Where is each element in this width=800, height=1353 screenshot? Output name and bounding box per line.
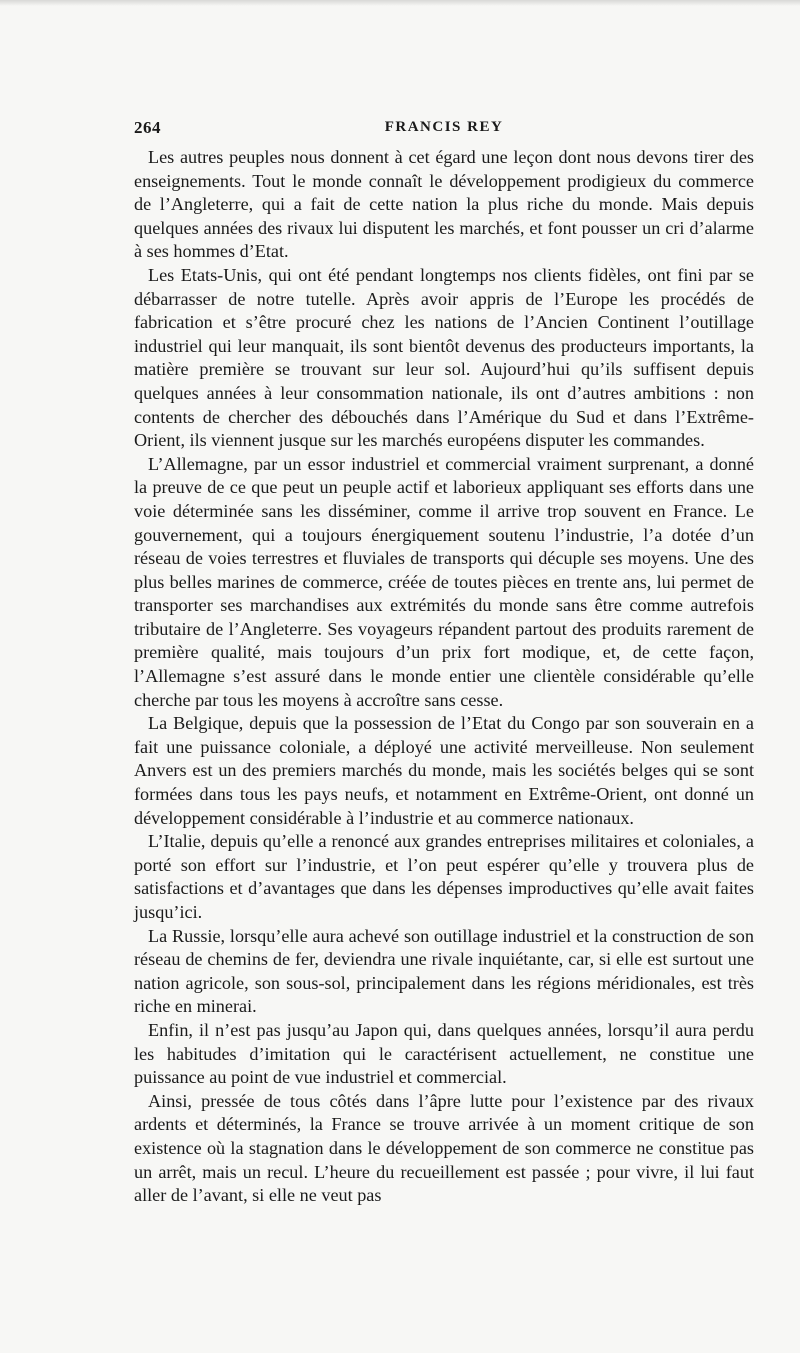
paragraph-russia: La Russie, lorsqu’elle aura achevé son outillage industriel et la construction de son réseau de chemins de fer, deviendra une rivale inquiétante, car, si elle est surtout une nation agricole, son sous-sol, principalement dans les régions méridionales, est très riche en minerai.: [134, 925, 754, 1017]
paragraph-germany: L’Allemagne, par un essor industriel et commercial vraiment surprenant, a donné la preuve de ce que peut un peuple actif et laborieux appliquant ses efforts dans une voie déterminée sans les disséminer, comme il arrive trop souvent en France. Le gouvernement, qui a toujours énergiquement soutenu l’industrie, l’a dotée d’un réseau de voies terrestres et fluviales de transports qui décuple ses moyens. Une des plus belles marines de commerce, créée de toutes pièces en trente ans, lui permet de transporter ses marchandises aux extrémités du monde sans être comme autrefois tributaire de l’Angleterre. Ses voyageurs répandent partout des produits rarement de première qualité, mais toujours d’un prix fort modique, et, de cette façon, l’Allemagne s’est assuré dans le monde entier une clientèle considérable qu’elle cherche par tous les moyens à accroître sans cesse.: [134, 453, 754, 710]
paragraph-france: Ainsi, pressée de tous côtés dans l’âpre lutte pour l’existence par des rivaux ardents et déterminés, la France se trouve arrivée à un moment critique de son existence où la stagnation dans le développement de son commerce ne constitue pas un arrêt, mais un recul. L’heure du recueillement est passée ; pour vivre, il lui faut aller de l’avant, si elle ne veut pas: [134, 1090, 754, 1206]
running-title: FRANCIS REY: [384, 119, 504, 135]
running-head: [134, 118, 754, 142]
paragraph-belgium: La Belgique, depuis que la possession de l’Etat du Congo par son souverain en a fait une puissance coloniale, a déployé une activité merveilleuse. Non seulement Anvers est un des premiers marchés du monde, mais les sociétés belges qui se sont formées dans tous les pays neufs, et notamment en Extrême-Orient, ont donné un développement considérable à l’industrie et au commerce nationaux.: [134, 713, 754, 828]
paragraph-usa: Les Etats-Unis, qui ont été pendant longtemps nos clients fidèles, ont fini par se débarrasser de notre tutelle. Après avoir appris de l’Europe les procédés de fabrication et s’être procuré chez les nations de l’Ancien Continent l’outillage industriel qui leur manquait, ils sont bientôt devenus des producteurs importants, la matière première se trouvant sur leur sol. Aujourd’hui qu’ils suffisent depuis quelques années à leur consommation nationale, ils ont d’autres ambitions : non contents de chercher des débouchés dans l’Amérique du Sud et dans l’Extrême-Orient, ils viennent jusque sur les marchés européens disputer les commandes.: [134, 264, 754, 451]
page-number: 264: [134, 118, 161, 137]
page-top-edge: [0, 0, 800, 6]
paragraph-italy: L’Italie, depuis qu’elle a renoncé aux grandes entreprises militaires et coloniales, a porté son effort sur l’industrie, et l’on peut espérer qu’elle y trouvera plus de satisfactions et d’avantages que dans les dépenses improductives qu’elle avait faites jusqu’ici.: [134, 831, 754, 922]
paragraph-uk: Les autres peuples nous donnent à cet égard une leçon dont nous devons tirer des enseignements. Tout le monde connaît le développement prodigieux du commerce de l’Angleterre, qui a fait de cette nation la plus riche du monde. Mais depuis quelques années des rivaux lui disputent les marchés, et font pousser un cri d’alarme à ses hommes d’Etat.: [134, 147, 754, 262]
body-text: [134, 146, 754, 1208]
paragraph-japan: Enfin, il n’est pas jusqu’au Japon qui, dans quelques années, lorsqu’il aura perdu les habitudes d’imitation qui le caractérisent actuellement, ne constitue une puissance au point de vue industriel et commercial.: [134, 1019, 754, 1088]
